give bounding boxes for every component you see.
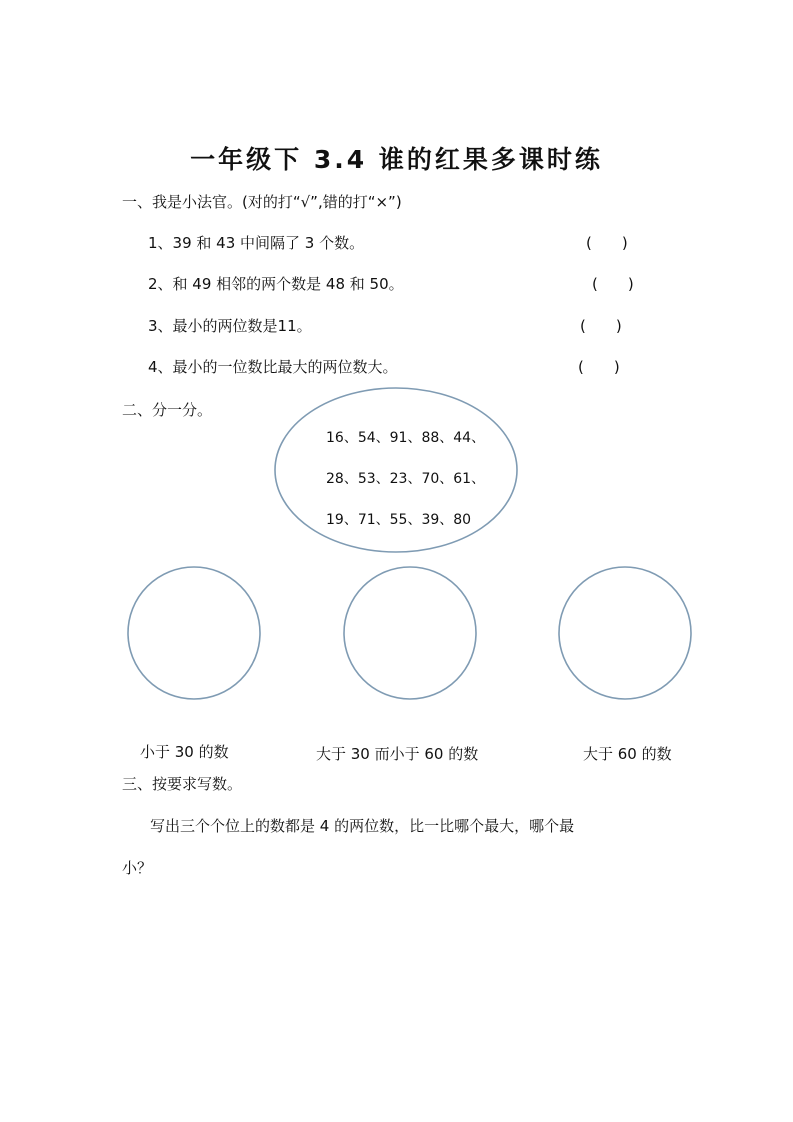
section-1-heading: 一、我是小法官。(对的打“√”,错的打“×”): [122, 193, 402, 211]
section-3-heading: 三、按要求写数。: [122, 775, 243, 793]
answer-bracket-1[interactable]: ( ): [586, 234, 628, 252]
less-than-30-circle[interactable]: [128, 567, 260, 699]
question-2: 2、和 49 相邻的两个数是 48 和 50。: [148, 275, 404, 293]
section-2-heading: 二、分一分。: [122, 401, 213, 419]
answer-bracket-4[interactable]: ( ): [578, 358, 620, 376]
number-row-1: 16、54、91、88、44、: [326, 430, 486, 446]
category-label-greater-than-60: 大于 60 的数: [583, 745, 672, 763]
question-4: 4、最小的一位数比最大的两位数大。: [148, 358, 398, 376]
section-3-question-line-2: 小？: [122, 859, 153, 877]
category-label-less-than-30: 小于 30 的数: [140, 743, 229, 761]
number-row-3: 19、71、55、39、80: [326, 512, 472, 528]
greater-than-60-circle[interactable]: [559, 567, 691, 699]
between-30-60-circle[interactable]: [344, 567, 476, 699]
answer-bracket-3[interactable]: ( ): [580, 317, 622, 335]
question-1: 1、39 和 43 中间隔了 3 个数。: [148, 234, 365, 252]
page-title: 一年级下 3.4 谁的红果多课时练: [190, 145, 603, 174]
category-label-between-30-60: 大于 30 而小于 60 的数: [316, 745, 479, 763]
section-3-question-line-1: 写出三个个位上的数都是 4 的两位数，比一比哪个最大，哪个最: [150, 817, 575, 835]
answer-bracket-2[interactable]: ( ): [592, 275, 634, 293]
number-row-2: 28、53、23、70、61、: [326, 471, 486, 487]
question-3: 3、最小的两位数是11。: [148, 317, 312, 335]
